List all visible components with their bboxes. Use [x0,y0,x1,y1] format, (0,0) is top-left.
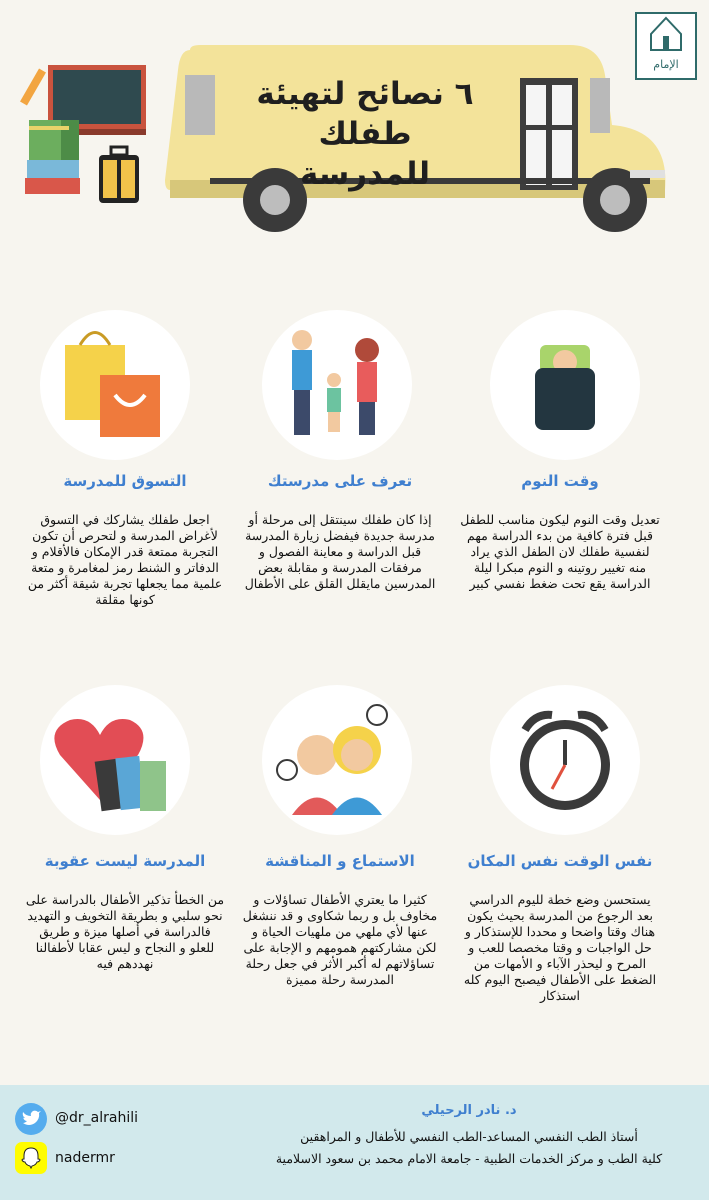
tip-4-body: يستحسن وضع خطة لليوم الدراسي بعد الرجوع من المدرسة بحيث يكون هناك وقتا واضحا و محددا للإستذكار و حل الواجبات و وقتا مخصصا للعب و المرح و ليحذر الآباء و الأمهات من الضغط على الأطفال فيصبح اليوم كله استذكار [463,892,657,1003]
sleeping-child-icon [490,310,640,460]
twitter-row[interactable] [15,1103,47,1135]
tip-6-body: من الخطأ تذكير الأطفال بالدراسة على نحو سلبي و بطريقة التخويف و التهديد فالدراسة في أصلها ميزة و طريق للعلو و النجاح و ليس عقابا لأطفالنا نهددهم فيه [25,892,225,971]
tip-1-title: وقت النوم [521,472,599,490]
snapchat-row[interactable] [15,1142,47,1178]
mosque-logo-icon [637,14,695,54]
alarm-clock-icon [490,685,640,835]
snapchat-icon [15,1142,47,1174]
heart-books-icon [40,685,190,835]
tip-3-title: التسوق للمدرسة [63,472,187,490]
classroom-illustration-icon [15,60,155,210]
tip-5-body: كثيرا ما يعتري الأطفال تساؤلات و مخاوف بل و ربما شكاوى و قد ننشغل عنها لأي ملهي من ملهيات الحياة و لكن مشاركتهم همومهم و الإجابة على تساؤلاتهم له أكبر الأثر في جعل رحلة المدرسة رحلة مميزة [242,892,438,987]
university-logo [635,12,697,80]
author-affiliation: كلية الطب و مركز الخدمات الطبية - جامعة الامام محمد بن سعود الاسلامية [275,1151,663,1166]
tip-4-title: نفس الوقت نفس المكان [467,852,653,870]
tip-5-circle [262,685,412,835]
snapchat-handle[interactable]: nadermr [55,1150,115,1166]
logo-text: الإمام [653,58,679,71]
tip-5-title: الاستماع و المناقشة [265,852,415,870]
tip-1-body: تعديل وقت النوم ليكون مناسب للطفل قبل فترة كافية من بدء الدراسة مهم لنفسية طفلك لان الطفل الذي يراد منه تغيير روتينه و النوم مبكرا ليلة الدراسة يقع تحت ضغط نفسي كبير [460,512,660,591]
conversation-icon [262,685,412,835]
tip-2-circle [262,310,412,460]
author-name: د. نادر الرحيلي [421,1103,517,1118]
family-icon [262,310,412,460]
shopping-bags-icon [40,310,190,460]
author-position: أستاذ الطب النفسي المساعد-الطب النفسي للأطفال و المراهقين [300,1129,638,1144]
tip-3-body: اجعل طفلك يشاركك في التسوق لأغراض المدرسة و لتحرص أن تكون التجربة ممتعة قدر الإمكان فالأقلام و الدفاتر و الشنط رمز لمغامرة و متعة علمية مما يجعلها تجربة شيقة أكثر من كونها مقلقة [27,512,223,607]
tip-6-title: المدرسة ليست عقوبة [44,852,206,870]
page-title [205,74,525,192]
footer [0,1085,709,1200]
tip-3-circle [40,310,190,460]
twitter-icon [15,1103,47,1135]
tip-6-circle [40,685,190,835]
twitter-handle[interactable]: @dr_alrahili [55,1110,138,1126]
tip-4-circle [490,685,640,835]
title-line-1: ٦ نصائح لتهيئة طفلك [256,76,474,152]
title-line-2: للمدرسة [299,156,431,192]
tip-1-circle [490,310,640,460]
tip-2-body: إذا كان طفلك سينتقل إلى مرحلة أو مدرسة جديدة فيفضل زيارة المدرسة قبل الدراسة و معاينة الفصول و مرفقات المدرسة و مقابلة بعض المدرسين مايقلل القلق على الأطفال [244,512,436,591]
tip-2-title: تعرف على مدرستك [267,472,413,490]
header [0,0,709,260]
